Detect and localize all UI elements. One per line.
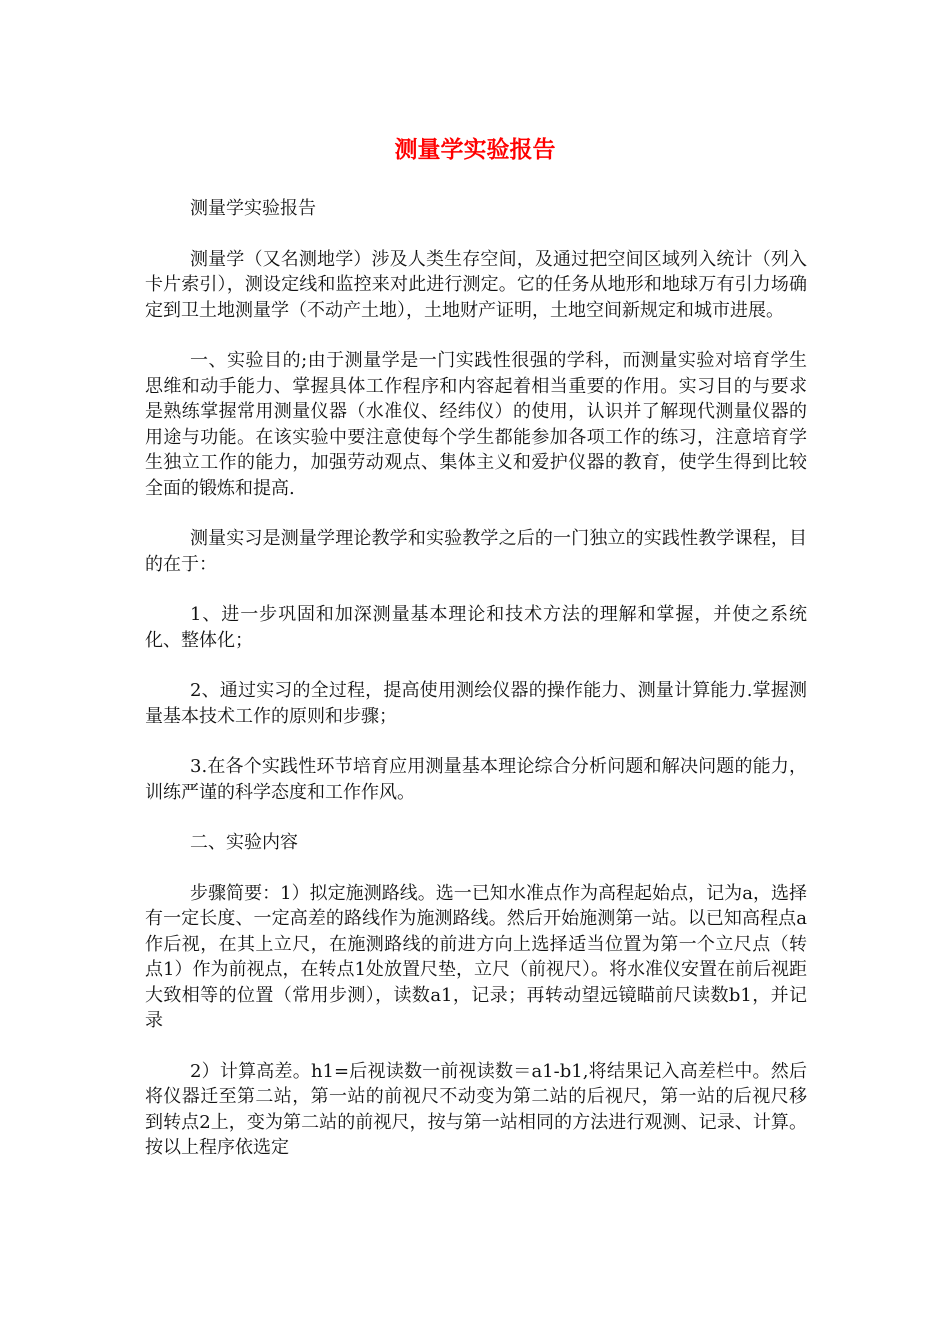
paragraph-purpose: 一、实验目的;由于测量学是一门实践性很强的学科，而测量实验对培育学生思维和动手能力、掌握具体工作程序和内容起着相当重要的作用。实习目的与要求是熟练掌握常用测量仪器（水准仪、经纬仪）的使用，认识并了解现代测量仪器的用途与功能。在该实验中要注意使每个学生都能参加各项工作的练习，注意培育学生独立工作的能力，加强劳动观点、集体主义和爱护仪器的教育，使学生得到比较全面的锻炼和提高. bbox=[145, 350, 807, 499]
paragraph-subtitle: 测量学实验报告 bbox=[190, 198, 316, 219]
paragraph-intro: 测量学（又名测地学）涉及人类生存空间，及通过把空间区域列入统计（列入卡片索引），测设定线和监控来对此进行测定。它的任务从地形和地球万有引力场确定到卫土地测量学（不动产土地），土地财产证明，土地空间新规定和城市进展。 bbox=[145, 248, 807, 321]
paragraph-internship: 测量实习是测量学理论教学和实验教学之后的一门独立的实践性教学课程，目的在于： bbox=[145, 528, 807, 575]
paragraph-goal-3: 3.在各个实践性环节培育应用测量基本理论综合分析问题和解决问题的能力，训练严谨的科学态度和工作作风。 bbox=[145, 756, 807, 803]
paragraph-step-1: 步骤简要：1）拟定施测路线。选一已知水准点作为高程起始点，记为a，选择有一定长度、一定高差的路线作为施测路线。然后开始施测第一站。以已知高程点a作后视，在其上立尺，在施测路线的前进方向上选择适当位置为第一个立尺点（转点1）作为前视点，在转点1处放置尺垫，立尺（前视尺）。将水准仪安置在前后视距大致相等的位置（常用步测），读数a1，记录；再转动望远镜瞄前尺读数b1，并记录 bbox=[145, 882, 807, 1031]
paragraph-goal-1: 1、进一步巩固和加深测量基本理论和技术方法的理解和掌握，并使之系统化、整体化； bbox=[145, 604, 807, 651]
section-heading-content: 二、实验内容 bbox=[190, 832, 298, 853]
document-title: 测量学实验报告 bbox=[394, 137, 556, 163]
paragraph-goal-2: 2、通过实习的全过程，提高使用测绘仪器的操作能力、测量计算能力.掌握测量基本技术工作的原则和步骤； bbox=[145, 680, 807, 727]
document-body bbox=[145, 196, 807, 1186]
paragraph-step-2: 2）计算高差。h1=后视读数一前视读数＝a1-b1,将结果记入高差栏中。然后将仪器迁至第二站，第一站的前视尺不动变为第二站的后视尺，第一站的后视尺移到转点2上，变为第二站的前视尺，按与第一站相同的方法进行观测、记录、计算。按以上程序依选定 bbox=[145, 1060, 807, 1158]
